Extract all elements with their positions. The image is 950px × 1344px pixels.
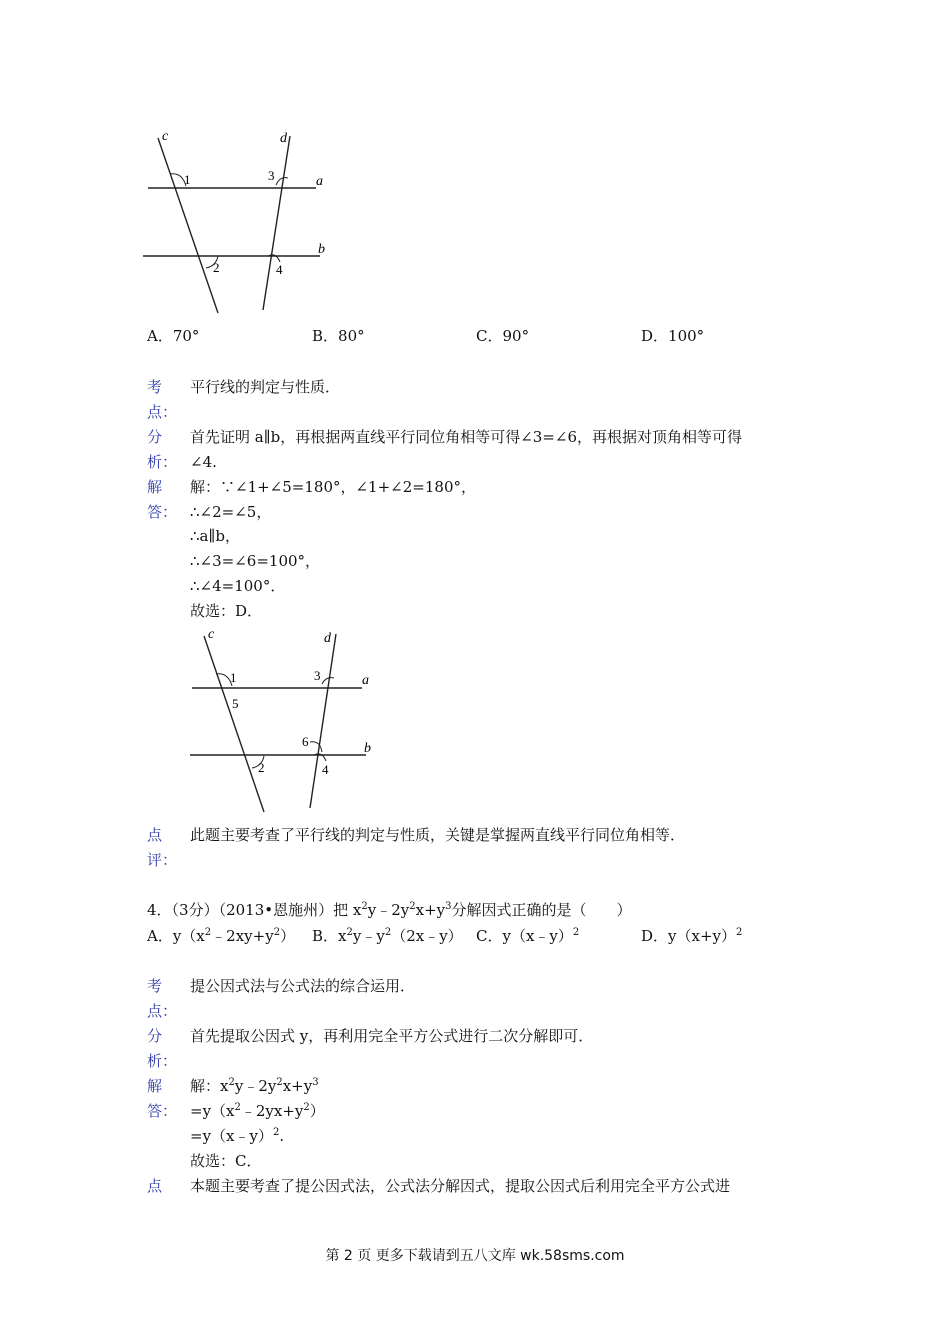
q3-kaodian-text: 平行线的判定与性质． [190,378,341,396]
q4-j1-part: 解：x [190,1077,229,1095]
fig1-angle-1: 1 [184,172,191,187]
fig1-label-a: a [316,174,323,189]
q4-sup: 3 [445,901,452,912]
q3-option-d: D．100° [641,327,705,345]
q4-opt-a-part: ﹣2xy+y [211,927,274,945]
q3-option-a: A．70° [147,327,200,345]
q4-j3-part: =y（x﹣y） [190,1127,273,1145]
q4-dianping-text: 本题主要考查了提公因式法，公式法分解因式，提取公因式后利用完全平方公式进 [190,1177,731,1195]
q4-j2-part: ﹣2yx+y [240,1102,304,1120]
q4-sup: 2 [303,1102,310,1113]
fig1-label-b: b [318,242,325,257]
q4-sup: 2 [204,927,212,938]
q3-kaodian-label-2: 点： [147,403,178,421]
fig1-angle-2: 2 [213,260,220,275]
q4-jieda-line-3 [190,1126,284,1146]
q4-stem [147,900,632,920]
q4-sup: 3 [312,1077,319,1088]
q4-option-a [147,926,295,946]
q4-option-c [476,926,579,946]
fig2-label-b: b [364,741,371,756]
q4-kaodian-text: 提公因式法与公式法的综合运用． [190,977,416,995]
fig2-angle-3: 3 [314,668,321,683]
q3-jieda-label-1: 解 [147,478,163,496]
q3-jieda-line-3: ∴a∥b， [190,527,241,545]
q3-dianping-label-2: 评： [147,851,178,869]
q4-jieda-label-2: 答： [147,1102,178,1120]
q4-option-d [641,926,742,946]
q4-sup: 2 [234,1102,241,1113]
fig2-angle-6: 6 [302,734,309,749]
q3-fenxi-line-2: ∠4. [190,453,217,471]
fig1-label-c: c [162,129,169,144]
q4-sup: 2 [572,927,580,938]
q4-j2-part: ） [309,1102,325,1120]
q4-stem-part: x+y [415,901,446,919]
q3-option-c: C．90° [476,327,530,345]
q4-kaodian-label-2: 点： [147,1002,178,1020]
q3-fenxi-label-1: 分 [147,428,163,446]
figure-parallel-lines-1 [138,128,338,318]
figure-parallel-lines-2 [186,626,386,816]
q4-number: 4． [147,901,172,919]
q3-jieda-line-4: ∴∠3=∠6=100°， [190,552,321,570]
q4-opt-a-part: ） [280,927,296,945]
q4-opt-b-part: B．x [312,927,347,945]
fig2-angle-5: 5 [232,696,239,711]
q4-source: （2013•恩施州） [218,901,334,919]
fig1-angle-3: 3 [268,168,275,183]
q4-jieda-line-1 [190,1076,319,1096]
q4-sup: 2 [228,1077,235,1088]
q4-sup: 2 [276,1077,283,1088]
q4-fenxi-text: 首先提取公因式 y，再利用完全平方公式进行二次分解即可． [190,1027,594,1045]
q4-opt-b-part: （2x﹣y） [391,927,463,945]
q4-sup: 2 [409,901,416,912]
q3-dianping-text: 此题主要考查了平行线的判定与性质，关键是掌握两直线平行同位角相等． [190,826,686,844]
q3-kaodian-label-1: 考 [147,378,163,396]
q3-jieda-line-6: 故选：D． [190,602,263,620]
q4-opt-d-part: D．y（x+y） [641,927,737,945]
q4-stem-part: 分解因式正确的是（ ） [451,901,632,919]
q4-score: （3分） [171,901,219,919]
q4-j2-part: =y（x [190,1102,235,1120]
q4-jieda-line-2 [190,1101,325,1121]
q4-j3-part: . [279,1127,285,1145]
fig2-angle-2: 2 [258,760,265,775]
q3-fenxi-line-1: 首先证明 a∥b，再根据两直线平行同位角相等可得∠3=∠6，再根据对顶角相等可得 [190,428,743,446]
q4-stem-part: 把 x [333,901,362,919]
q4-sup: 2 [384,927,392,938]
q4-stem-part: y﹣2y [367,901,410,919]
q3-option-b: B．80° [312,327,365,345]
q3-jieda-line-5: ∴∠4=100°． [190,577,286,595]
q4-j1-part: x+y [282,1077,313,1095]
q3-jieda-line-1: 解：∵∠1+∠5=180°，∠1+∠2=180°， [190,478,476,496]
q3-fenxi-label-2: 析： [147,453,178,471]
fig2-label-a: a [362,673,369,688]
fig1-label-d: d [280,131,287,146]
q4-fenxi-label-2: 析： [147,1052,178,1070]
q4-opt-b-part: y﹣y [352,927,385,945]
fig2-angle-4: 4 [322,762,329,777]
fig2-angle-1: 1 [230,670,237,685]
q4-kaodian-label-1: 考 [147,977,163,995]
q4-j1-part: y﹣2y [234,1077,277,1095]
q4-sup: 2 [361,901,368,912]
fig1-angle-4: 4 [276,262,283,277]
q4-dianping-label: 点 [147,1177,163,1195]
q4-jieda-label-1: 解 [147,1077,163,1095]
q4-sup: 2 [346,927,353,938]
q4-opt-a-part: A．y（x [147,927,205,945]
q4-sup: 2 [272,1127,280,1138]
fig2-label-c: c [208,627,215,642]
q3-dianping-label-1: 点 [147,826,163,844]
q3-jieda-line-2: ∴∠2=∠5， [190,503,272,521]
fig2-label-d: d [324,631,331,646]
q4-opt-c-part: C．y（x﹣y） [476,927,573,945]
q3-jieda-label-2: 答： [147,503,178,521]
q4-jieda-line-4: 故选：C． [190,1152,262,1170]
q4-sup: 2 [273,927,281,938]
page-footer: 第 2 页 更多下载请到五八文库 wk.58sms.com [325,1248,625,1264]
q4-sup: 2 [736,927,743,938]
q4-fenxi-label-1: 分 [147,1027,163,1045]
q4-option-b [312,926,463,946]
